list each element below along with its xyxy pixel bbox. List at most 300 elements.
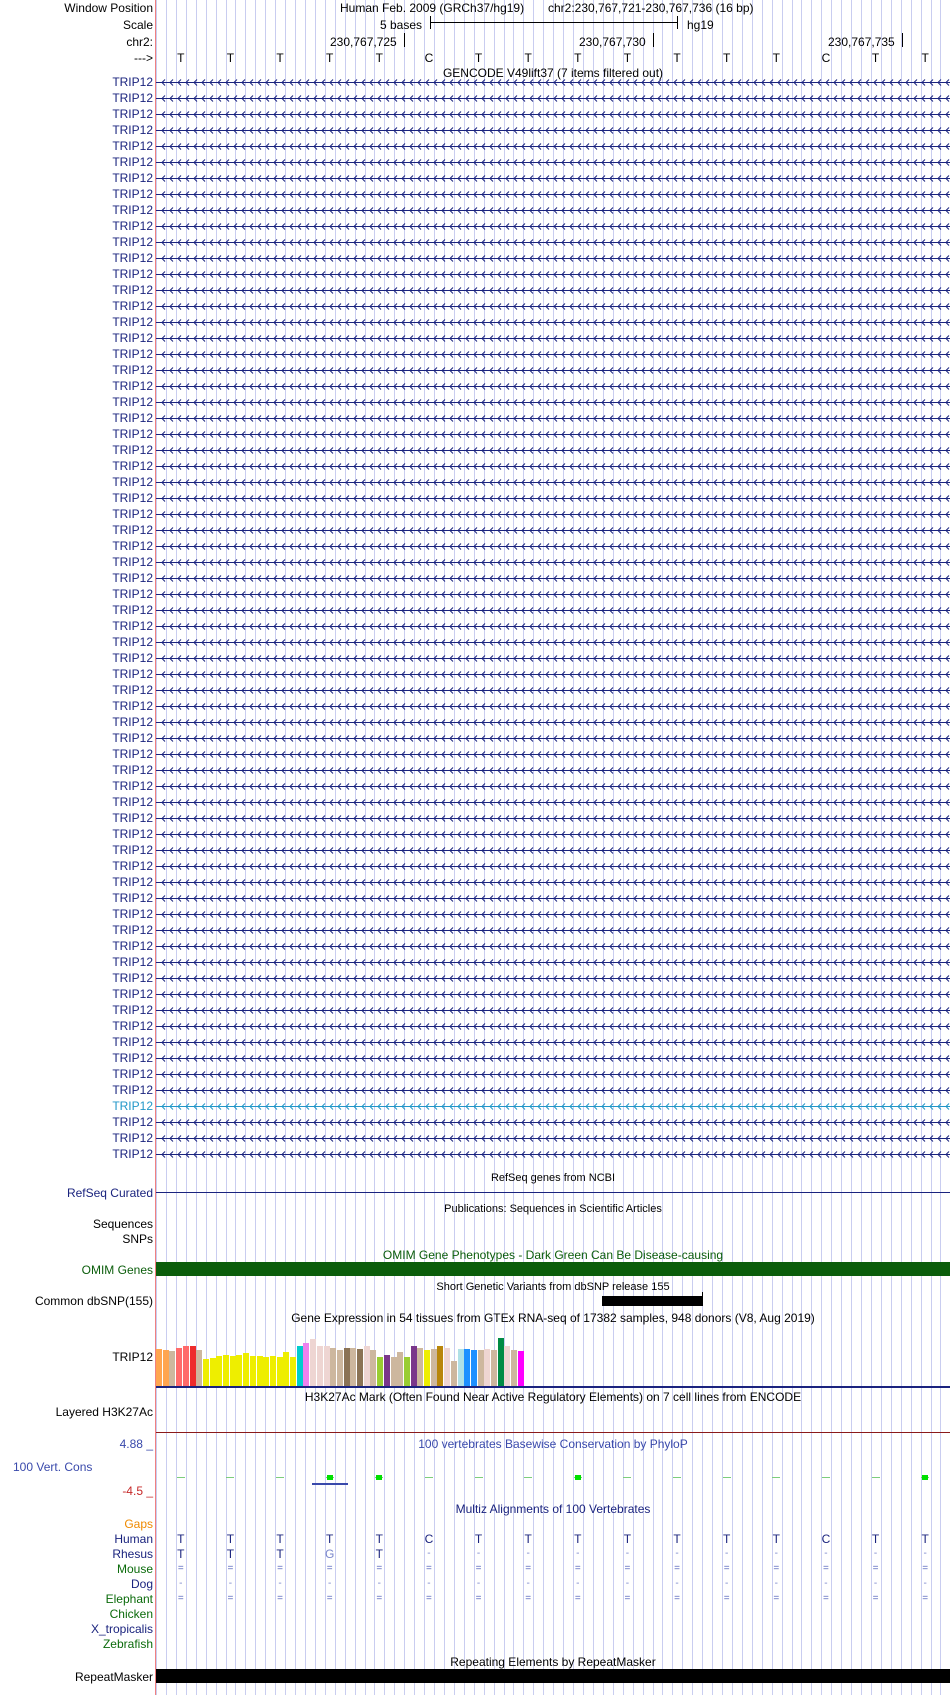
gencode-transcript[interactable] (156, 940, 950, 953)
gencode-gene-label[interactable]: TRIP12 (112, 683, 153, 697)
scale-bar (430, 22, 678, 23)
gencode-transcript[interactable] (156, 316, 950, 329)
gtex-tissue-bar[interactable] (330, 1348, 336, 1386)
multiz-aligned-base: T (921, 1532, 929, 1546)
gencode-gene-label[interactable]: TRIP12 (112, 459, 153, 473)
gencode-transcript[interactable] (156, 348, 950, 361)
scale-text: 5 bases (380, 18, 423, 32)
sequence-base: C (821, 51, 831, 65)
sequence-base: T (375, 51, 383, 65)
dbsnp-track-title[interactable]: Short Genetic Variants from dbSNP release 155 (436, 1281, 670, 1293)
gencode-gene-label[interactable]: TRIP12 (112, 1083, 153, 1097)
gencode-gene-label[interactable]: TRIP12 (112, 283, 153, 297)
gencode-gene-label[interactable]: TRIP12 (112, 955, 153, 969)
gtex-tissue-bar[interactable] (357, 1349, 363, 1386)
gtex-tissue-bar[interactable] (223, 1355, 229, 1386)
gencode-gene-label[interactable]: TRIP12 (112, 859, 153, 873)
gtex-track-label[interactable]: TRIP12 (112, 1350, 153, 1364)
gencode-transcript[interactable] (156, 476, 950, 489)
multiz-aligned-base: - (476, 1548, 481, 1559)
gencode-transcript[interactable] (156, 620, 950, 633)
multiz-aligned-base: = (823, 1563, 829, 1574)
gencode-gene-label[interactable]: TRIP12 (112, 667, 153, 681)
gencode-gene-label[interactable]: TRIP12 (112, 171, 153, 185)
coord-tick (902, 33, 903, 47)
gencode-gene-label[interactable]: TRIP12 (112, 507, 153, 521)
h3k27ac-signal-line (156, 1432, 950, 1433)
gtex-tissue-bar[interactable] (478, 1350, 484, 1386)
gtex-tissue-bar[interactable] (324, 1346, 330, 1386)
gtex-tissue-bar[interactable] (397, 1352, 403, 1386)
gtex-tissue-bar[interactable] (277, 1357, 283, 1386)
multiz-aligned-base: - (625, 1548, 630, 1559)
gtex-tissue-bar[interactable] (176, 1348, 182, 1386)
gtex-tissue-bar[interactable] (210, 1358, 216, 1386)
assembly-title: Human Feb. 2009 (GRCh37/hg19) (340, 1, 525, 15)
gencode-gene-label[interactable]: TRIP12 (112, 379, 153, 393)
multiz-species-label[interactable]: Chicken (109, 1607, 153, 1621)
gencode-gene-label[interactable]: TRIP12 (112, 1003, 153, 1017)
multiz-aligned-base: = (574, 1563, 581, 1574)
phylop-mark (524, 1477, 532, 1478)
gtex-tissue-bar[interactable] (169, 1351, 175, 1386)
gtex-tissue-bar[interactable] (491, 1350, 497, 1386)
phylop-signal[interactable] (156, 1470, 950, 1490)
gencode-transcript[interactable] (156, 716, 950, 729)
sequence-base: T (574, 51, 582, 65)
gencode-gene-label[interactable]: TRIP12 (112, 619, 153, 633)
gencode-gene-label[interactable]: TRIP12 (112, 715, 153, 729)
multiz-aligned-base: - (576, 1548, 580, 1559)
gencode-gene-label[interactable]: TRIP12 (112, 1067, 153, 1081)
multiz-aligned-base: = (426, 1563, 432, 1574)
gtex-tissue-bar[interactable] (270, 1356, 276, 1386)
gtex-tissue-bar[interactable] (183, 1346, 189, 1386)
multiz-aligned-base: T (673, 1532, 681, 1546)
gencode-transcript[interactable] (156, 412, 950, 425)
gencode-gene-label[interactable]: TRIP12 (112, 699, 153, 713)
gencode-gene-label[interactable]: TRIP12 (112, 395, 153, 409)
multiz-aligned-base: = (277, 1593, 283, 1604)
gencode-transcript[interactable] (156, 204, 950, 217)
gencode-gene-label[interactable]: TRIP12 (112, 1099, 153, 1113)
gencode-transcript[interactable] (156, 492, 950, 505)
gencode-transcript[interactable] (156, 812, 950, 825)
gencode-gene-label[interactable]: TRIP12 (112, 1115, 153, 1129)
gencode-gene-label[interactable]: TRIP12 (112, 939, 153, 953)
gencode-gene-label[interactable]: TRIP12 (112, 491, 153, 505)
gencode-transcript[interactable] (156, 844, 950, 857)
gencode-gene-label[interactable]: TRIP12 (112, 331, 153, 345)
h3k27ac-track-label[interactable]: Layered H3K27Ac (55, 1405, 153, 1419)
gencode-transcript[interactable] (156, 460, 950, 473)
gtex-tissue-bar[interactable] (431, 1349, 437, 1386)
multiz-aligned-base: = (773, 1593, 780, 1604)
gencode-transcript[interactable] (156, 652, 950, 665)
multiz-aligned-base: T (276, 1547, 284, 1561)
gencode-transcript[interactable] (156, 300, 950, 313)
gtex-tissue-bar[interactable] (303, 1343, 309, 1386)
phylop-mark (276, 1477, 284, 1478)
gencode-gene-label[interactable]: TRIP12 (112, 107, 153, 121)
gencode-transcript[interactable] (156, 572, 950, 585)
gtex-tissue-bar[interactable] (377, 1357, 383, 1386)
repeatmasker-track-label[interactable]: RepeatMasker (74, 1670, 153, 1684)
gencode-gene-label[interactable]: TRIP12 (112, 411, 153, 425)
gtex-tissue-bar[interactable] (263, 1357, 269, 1386)
gtex-bar-chart[interactable] (156, 1326, 950, 1386)
gencode-transcript[interactable] (156, 332, 950, 345)
gencode-gene-label[interactable]: TRIP12 (112, 603, 153, 617)
sequence-base: T (524, 51, 532, 65)
phylop-highlight-mark (575, 1475, 581, 1480)
gtex-tissue-bar[interactable] (484, 1349, 490, 1386)
phylop-mark (822, 1477, 830, 1478)
h3k27ac-track-title[interactable]: H3K27Ac Mark (Often Found Near Active Regulatory Elements) on 7 cell lines from ENCODE (304, 1390, 802, 1404)
phylop-highlight-mark (327, 1475, 333, 1480)
gencode-transcript[interactable] (156, 108, 950, 121)
gencode-transcript[interactable] (156, 796, 950, 809)
gencode-transcript[interactable] (156, 1084, 950, 1097)
gencode-gene-label[interactable]: TRIP12 (112, 1147, 153, 1161)
multiz-species-label[interactable]: Elephant (105, 1592, 153, 1606)
gencode-gene-label[interactable]: TRIP12 (112, 923, 153, 937)
gtex-tissue-bar[interactable] (250, 1356, 256, 1386)
gencode-gene-label[interactable]: TRIP12 (112, 315, 153, 329)
gencode-gene-label[interactable]: TRIP12 (112, 795, 153, 809)
multiz-track-title[interactable]: Multiz Alignments of 100 Vertebrates (455, 1502, 651, 1516)
gtex-tissue-bar[interactable] (471, 1350, 477, 1386)
omim-gene-bar[interactable] (156, 1262, 950, 1276)
gencode-gene-label[interactable]: TRIP12 (112, 731, 153, 745)
gtex-tissue-bar[interactable] (424, 1350, 430, 1386)
gencode-gene-label[interactable]: TRIP12 (112, 75, 153, 89)
gencode-gene-label[interactable]: TRIP12 (112, 875, 153, 889)
gtex-track-title[interactable]: Gene Expression in 54 tissues from GTEx RNA-seq of 17382 samples, 948 donors (V8, Aug 2019) (291, 1311, 815, 1325)
gtex-tissue-bar[interactable] (518, 1351, 524, 1386)
gencode-transcript[interactable] (156, 396, 950, 409)
multiz-aligned-base: = (574, 1593, 581, 1604)
gencode-gene-label[interactable]: TRIP12 (112, 363, 153, 377)
gencode-gene-label[interactable]: TRIP12 (112, 1019, 153, 1033)
gtex-tissue-bar[interactable] (243, 1353, 249, 1386)
gencode-transcript[interactable] (156, 860, 950, 873)
gtex-tissue-bar[interactable] (404, 1357, 410, 1386)
gencode-transcript[interactable] (156, 556, 950, 569)
refseq-gene-line[interactable] (156, 1192, 950, 1193)
phylop-mark (723, 1477, 731, 1478)
scale-bar-right-tick (677, 16, 678, 29)
gencode-gene-label[interactable]: TRIP12 (112, 1051, 153, 1065)
gencode-gene-label[interactable]: TRIP12 (112, 139, 153, 153)
repeatmasker-bar[interactable] (156, 1669, 950, 1683)
gencode-gene-label[interactable]: TRIP12 (112, 587, 153, 601)
gtex-tissue-bar[interactable] (156, 1349, 162, 1386)
gencode-transcript[interactable] (156, 380, 950, 393)
multiz-aligned-base: T (276, 1532, 284, 1546)
multiz-aligned-base: - (328, 1578, 332, 1589)
coord-tick (653, 33, 654, 47)
gtex-tissue-bar[interactable] (163, 1350, 169, 1386)
multiz-species-label[interactable]: Dog (130, 1577, 153, 1591)
gencode-gene-label[interactable]: TRIP12 (112, 779, 153, 793)
gencode-transcript[interactable] (156, 1004, 950, 1017)
gencode-transcript[interactable] (156, 1132, 950, 1145)
gencode-gene-label[interactable]: TRIP12 (112, 187, 153, 201)
omim-track-title[interactable]: OMIM Gene Phenotypes - Dark Green Can Be Disease-causing (382, 1248, 724, 1262)
gencode-transcript[interactable] (156, 92, 950, 105)
gencode-transcript[interactable] (156, 252, 950, 265)
multiz-gaps-label[interactable]: Gaps (124, 1517, 153, 1531)
gencode-gene-label[interactable]: TRIP12 (112, 1131, 153, 1145)
gencode-transcript[interactable] (156, 636, 950, 649)
gtex-tissue-bar[interactable] (504, 1346, 510, 1386)
sequence-base: C (424, 51, 434, 65)
gencode-gene-label[interactable]: TRIP12 (112, 347, 153, 361)
gencode-transcript[interactable] (156, 1100, 950, 1113)
gtex-tissue-bar[interactable] (437, 1346, 443, 1386)
gtex-tissue-bar[interactable] (384, 1355, 390, 1386)
strand-label: ---> (134, 51, 153, 65)
multiz-aligned-base: = (426, 1593, 432, 1604)
multiz-aligned-base: = (525, 1563, 532, 1574)
gencode-transcript[interactable] (156, 956, 950, 969)
gencode-gene-label[interactable]: TRIP12 (112, 443, 153, 457)
sequence-base: T (772, 51, 780, 65)
gtex-tissue-bar[interactable] (196, 1350, 202, 1386)
gencode-transcript[interactable] (156, 876, 950, 889)
multiz-species-label[interactable]: Zebrafish (102, 1637, 153, 1651)
gencode-transcript[interactable] (156, 540, 950, 553)
gtex-tissue-bar[interactable] (464, 1349, 470, 1386)
multiz-aligned-base: = (376, 1593, 383, 1604)
gencode-transcript[interactable] (156, 748, 950, 761)
gencode-gene-label[interactable]: TRIP12 (112, 907, 153, 921)
multiz-aligned-base: = (177, 1593, 184, 1604)
multiz-aligned-base: T (574, 1532, 582, 1546)
gtex-tissue-bar[interactable] (236, 1355, 242, 1386)
gencode-transcript[interactable] (156, 268, 950, 281)
sequence-base: T (226, 51, 235, 65)
gencode-gene-label[interactable]: TRIP12 (112, 523, 153, 537)
coord-tick (404, 33, 405, 47)
gtex-tissue-bar[interactable] (411, 1346, 417, 1386)
gtex-tissue-bar[interactable] (230, 1356, 236, 1386)
gencode-transcript[interactable] (156, 668, 950, 681)
gtex-tissue-bar[interactable] (364, 1346, 370, 1386)
coord-tick-label: 230,767,725 (330, 35, 397, 49)
gencode-transcript[interactable] (156, 892, 950, 905)
gencode-transcript[interactable] (156, 908, 950, 921)
gencode-gene-label[interactable]: TRIP12 (112, 219, 153, 233)
publications-track-title[interactable]: Publications: Sequences in Scientific Articles (444, 1203, 662, 1215)
gencode-transcript[interactable] (156, 124, 950, 137)
gencode-transcript[interactable] (156, 1020, 950, 1033)
multiz-aligned-base: C (424, 1532, 434, 1546)
sequence-base: T (276, 51, 284, 65)
publications-label-sequences[interactable]: Sequences (92, 1217, 153, 1231)
multiz-aligned-base: = (227, 1593, 234, 1604)
gencode-transcript[interactable] (156, 140, 950, 153)
gencode-transcript[interactable] (156, 604, 950, 617)
multiz-aligned-base: = (922, 1593, 929, 1604)
gtex-tissue-bar[interactable] (283, 1352, 289, 1386)
gencode-transcript[interactable] (156, 700, 950, 713)
gencode-transcript[interactable] (156, 732, 950, 745)
multiz-species-label[interactable]: Human (114, 1532, 153, 1546)
gencode-transcript[interactable] (156, 1116, 950, 1129)
omim-track-label[interactable]: OMIM Genes (81, 1263, 153, 1277)
phylop-track-title[interactable]: 100 vertebrates Basewise Conservation by PhyloP (418, 1437, 688, 1451)
multiz-aligned-base: = (922, 1563, 929, 1574)
gencode-transcript[interactable] (156, 156, 950, 169)
gencode-transcript[interactable] (156, 220, 950, 233)
gencode-gene-label[interactable]: TRIP12 (112, 843, 153, 857)
dbsnp-variant-bar[interactable] (602, 1296, 702, 1306)
gtex-tissue-bar[interactable] (203, 1359, 209, 1386)
gtex-tissue-bar[interactable] (458, 1349, 464, 1386)
phylop-highlight-mark (376, 1475, 382, 1480)
gtex-tissue-bar[interactable] (310, 1339, 316, 1386)
gencode-transcript[interactable] (156, 924, 950, 937)
sequence-base: T (623, 51, 632, 65)
gencode-gene-label[interactable]: TRIP12 (112, 987, 153, 1001)
gencode-transcript[interactable] (156, 364, 950, 377)
gencode-gene-label[interactable]: TRIP12 (112, 827, 153, 841)
gencode-transcript[interactable] (156, 428, 950, 441)
gencode-transcript[interactable] (156, 684, 950, 697)
multiz-species-label[interactable]: Rhesus (112, 1547, 153, 1561)
multiz-aligned-base: = (227, 1563, 234, 1574)
coord-tick-label: 230,767,735 (828, 35, 895, 49)
gencode-gene-label[interactable]: TRIP12 (112, 971, 153, 985)
gtex-tissue-bar[interactable] (417, 1348, 423, 1386)
multiz-aligned-base: - (774, 1548, 778, 1559)
multiz-aligned-base: T (177, 1532, 185, 1546)
multiz-species-label[interactable]: Mouse (116, 1562, 153, 1576)
multiz-aligned-base: = (674, 1563, 680, 1574)
gencode-transcript[interactable] (156, 972, 950, 985)
gencode-transcript[interactable] (156, 188, 950, 201)
gencode-gene-label[interactable]: TRIP12 (112, 91, 153, 105)
gencode-gene-label[interactable]: TRIP12 (112, 539, 153, 553)
phylop-mark (475, 1477, 483, 1478)
multiz-aligned-base: - (576, 1578, 580, 1589)
gencode-track-title[interactable]: GENCODE V49lift37 (7 items filtered out) (442, 66, 664, 80)
refseq-track-label[interactable]: RefSeq Curated (66, 1186, 153, 1200)
gencode-gene-label[interactable]: TRIP12 (112, 763, 153, 777)
publications-label-snps[interactable]: SNPs (122, 1232, 153, 1246)
gtex-tissue-bar[interactable] (391, 1357, 397, 1386)
multiz-aligned-base: = (326, 1563, 333, 1574)
gencode-transcript[interactable] (156, 508, 950, 521)
gencode-gene-label[interactable]: TRIP12 (112, 427, 153, 441)
multiz-aligned-base: = (723, 1593, 730, 1604)
gtex-tissue-bar[interactable] (344, 1348, 350, 1386)
sequence-base: T (871, 51, 880, 65)
multiz-aligned-base: - (824, 1578, 828, 1589)
gtex-tissue-bar[interactable] (257, 1356, 263, 1386)
gtex-tissue-bar[interactable] (317, 1346, 323, 1386)
repeatmasker-track-title[interactable]: Repeating Elements by RepeatMasker (450, 1655, 656, 1669)
refseq-track-title[interactable]: RefSeq genes from NCBI (490, 1172, 616, 1184)
gtex-tissue-bar[interactable] (297, 1346, 303, 1386)
gencode-transcript[interactable] (156, 284, 950, 297)
gencode-transcript[interactable] (156, 764, 950, 777)
gencode-gene-label[interactable]: TRIP12 (112, 299, 153, 313)
gencode-gene-label[interactable]: TRIP12 (112, 811, 153, 825)
gtex-tissue-bar[interactable] (290, 1357, 296, 1386)
multiz-aligned-base: - (427, 1578, 431, 1589)
gtex-tissue-bar[interactable] (370, 1350, 376, 1386)
gencode-transcript[interactable] (156, 1068, 950, 1081)
multiz-aligned-base: T (723, 1532, 731, 1546)
gencode-transcript[interactable] (156, 172, 950, 185)
gtex-tissue-bar[interactable] (337, 1350, 343, 1386)
phylop-negative-mark (312, 1483, 348, 1485)
gencode-gene-label[interactable]: TRIP12 (112, 635, 153, 649)
multiz-aligned-base: - (873, 1548, 878, 1559)
gencode-transcript[interactable] (156, 524, 950, 537)
multiz-aligned-base: - (228, 1578, 233, 1589)
multiz-aligned-base: - (278, 1578, 282, 1589)
gencode-transcript[interactable] (156, 1036, 950, 1049)
gencode-gene-label[interactable]: TRIP12 (112, 475, 153, 489)
sequence-base: T (921, 51, 929, 65)
gencode-transcript[interactable] (156, 236, 950, 249)
multiz-aligned-base: T (474, 1532, 483, 1546)
gencode-gene-label[interactable]: TRIP12 (112, 651, 153, 665)
gencode-transcript[interactable] (156, 588, 950, 601)
gtex-tissue-bar[interactable] (451, 1361, 457, 1386)
phylop-track-label[interactable]: 100 Vert. Cons (13, 1460, 93, 1474)
gencode-transcript[interactable] (156, 76, 950, 89)
gencode-gene-label[interactable]: TRIP12 (112, 747, 153, 761)
gencode-gene-label[interactable]: TRIP12 (112, 267, 153, 281)
phylop-mark (772, 1477, 780, 1478)
gtex-tissue-bar[interactable] (498, 1338, 504, 1386)
gencode-transcript[interactable] (156, 1052, 950, 1065)
scale-label: Scale (122, 18, 153, 32)
gencode-gene-label[interactable]: TRIP12 (112, 891, 153, 905)
gencode-transcript[interactable] (156, 780, 950, 793)
multiz-aligned-base: = (872, 1593, 879, 1604)
multiz-aligned-base: - (625, 1578, 630, 1589)
multiz-aligned-base: - (526, 1578, 530, 1589)
gencode-gene-label[interactable]: TRIP12 (112, 251, 153, 265)
gencode-transcript[interactable] (156, 444, 950, 457)
gencode-gene-label[interactable]: TRIP12 (112, 555, 153, 569)
gencode-gene-label[interactable]: TRIP12 (112, 571, 153, 585)
gtex-tissue-bar[interactable] (216, 1356, 222, 1386)
multiz-aligned-base: = (723, 1563, 730, 1574)
gencode-gene-label[interactable]: TRIP12 (112, 1035, 153, 1049)
gencode-transcript[interactable] (156, 828, 950, 841)
dbsnp-track-label[interactable]: Common dbSNP(155) (34, 1294, 153, 1308)
gencode-gene-label[interactable]: TRIP12 (112, 203, 153, 217)
gtex-tissue-bar[interactable] (444, 1348, 450, 1386)
gencode-gene-label[interactable]: TRIP12 (112, 155, 153, 169)
gtex-tissue-bar[interactable] (350, 1348, 356, 1386)
gencode-transcript[interactable] (156, 1148, 950, 1161)
multiz-aligned-base: G (325, 1547, 335, 1561)
gencode-transcript[interactable] (156, 988, 950, 1001)
gencode-gene-label[interactable]: TRIP12 (112, 123, 153, 137)
gtex-tissue-bar[interactable] (511, 1350, 517, 1386)
gtex-tissue-bar[interactable] (190, 1346, 196, 1386)
gencode-gene-label[interactable]: TRIP12 (112, 235, 153, 249)
multiz-species-label[interactable]: X_tropicalis (90, 1622, 153, 1636)
